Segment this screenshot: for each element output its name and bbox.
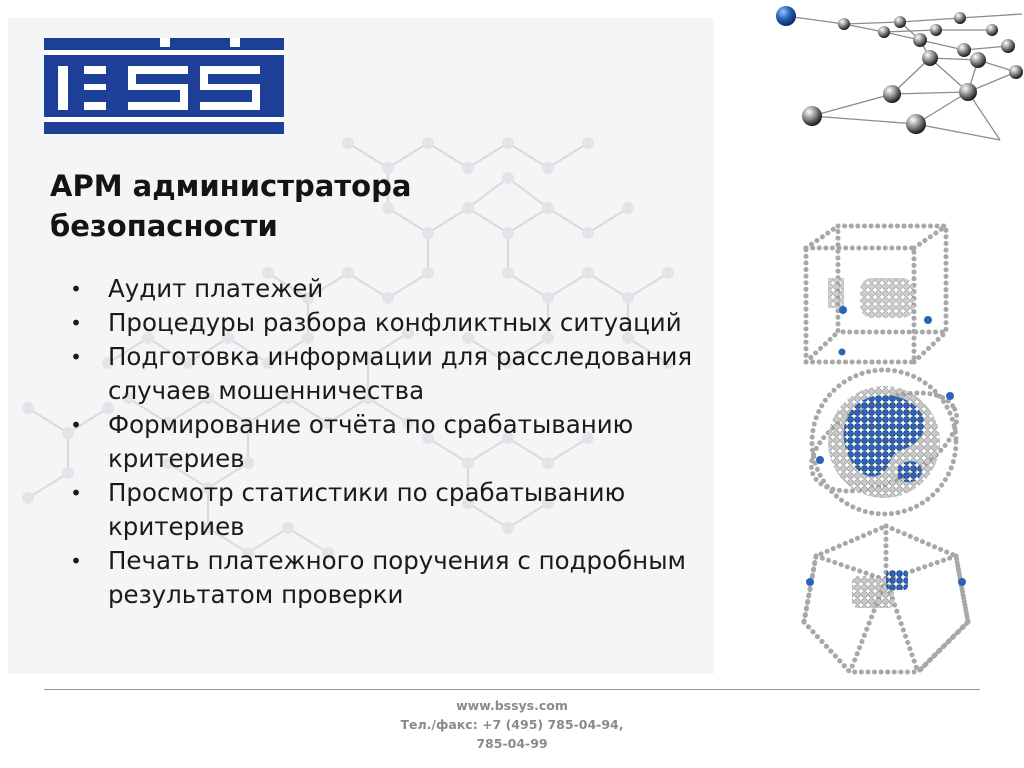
list-item	[66, 272, 786, 306]
feature-list	[66, 272, 786, 612]
list-item	[66, 476, 786, 544]
page-title	[50, 166, 570, 246]
list-item-text: случаев мошенничества	[108, 376, 425, 405]
bullet-icon: •	[70, 481, 82, 505]
footer-phone-line-1: Тел./факс: +7 (495) 785-04-94,	[400, 717, 624, 732]
list-item-text: критериев	[108, 444, 245, 473]
list-item-text: Просмотр статистики по срабатыванию	[108, 478, 626, 507]
list-item-text: Подготовка информации для расследования	[108, 342, 693, 371]
list-item-text: Аудит платежей	[108, 274, 324, 303]
company-logo	[44, 38, 284, 134]
bullet-icon: •	[70, 277, 82, 301]
globe-structure-icon	[798, 370, 972, 514]
bullet-icon: •	[70, 311, 82, 335]
title-line-2: безопасности	[50, 209, 278, 243]
molecule-network-icon	[760, 0, 1024, 160]
structures-illustration	[798, 220, 974, 680]
bullet-icon: •	[70, 345, 82, 369]
footer-divider	[44, 689, 980, 690]
footer-website[interactable]: www.bssys.com	[456, 698, 568, 713]
bullet-icon: •	[70, 549, 82, 573]
list-item-text: Печать платежного поручения с подробным	[108, 546, 687, 575]
title-line-1: АРМ администратора	[50, 169, 412, 203]
list-item	[66, 306, 786, 340]
list-item	[66, 408, 786, 476]
list-item	[66, 544, 786, 612]
list-item-text: результатом проверки	[108, 580, 404, 609]
list-item-text: критериев	[108, 512, 245, 541]
list-item-text: Процедуры разбора конфликтных ситуаций	[108, 308, 682, 337]
footer-phone-line-2: 785-04-99	[476, 736, 548, 751]
footer-contacts	[300, 696, 724, 753]
bullet-icon: •	[70, 413, 82, 437]
list-item-text: Формирование отчёта по срабатыванию	[108, 410, 634, 439]
list-item	[66, 340, 786, 408]
